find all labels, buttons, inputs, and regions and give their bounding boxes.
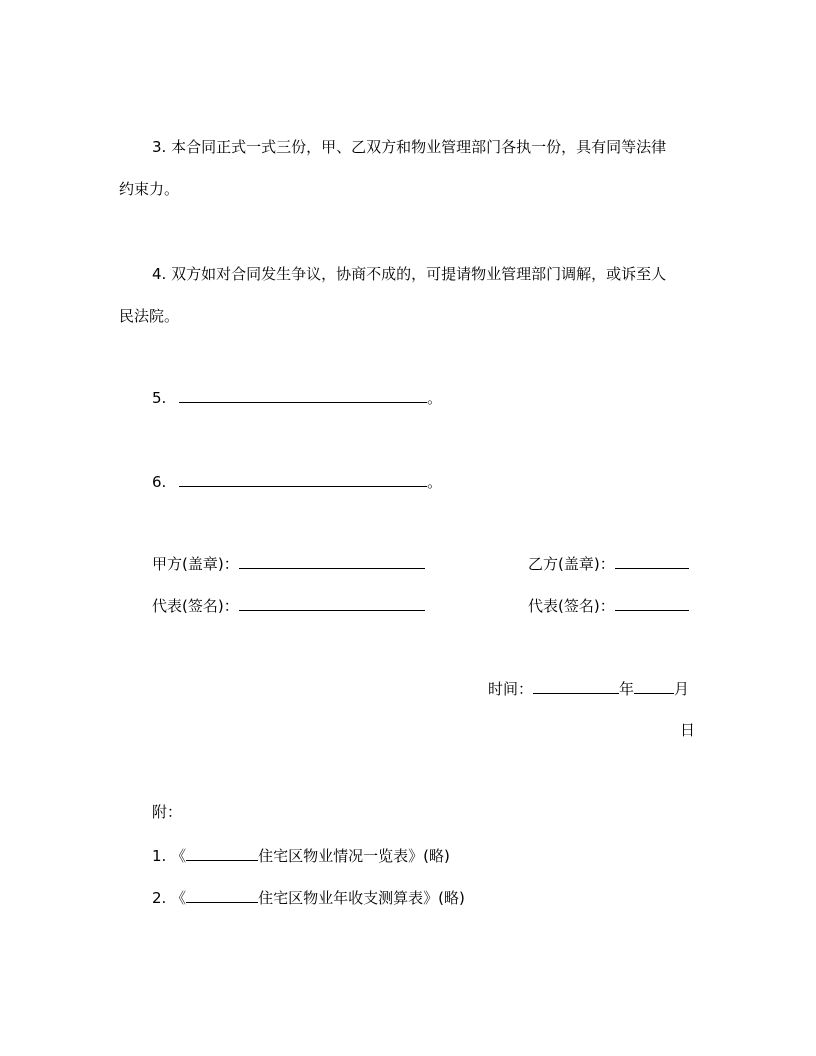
clause-4-line-2: 民法院。 xyxy=(119,307,180,325)
clause-3-line-2: 约束力。 xyxy=(119,180,180,198)
date-label: 时间： xyxy=(488,680,534,698)
party-b-seal-row xyxy=(528,553,689,574)
party-b-rep-row xyxy=(528,595,689,616)
party-b-seal-label: 乙方(盖章)： xyxy=(528,555,615,573)
clause-6-end: 。 xyxy=(427,473,443,491)
clause-6-blank[interactable] xyxy=(179,471,427,487)
party-a-rep-blank[interactable] xyxy=(239,595,425,611)
clause-6-number: 6. xyxy=(152,473,167,491)
party-a-seal-row xyxy=(152,553,425,574)
appendix-item-text: 住宅区物业年收支测算表》(略) xyxy=(258,889,465,907)
day-label: 日 xyxy=(680,721,696,739)
date-row xyxy=(488,678,689,699)
year-label: 年 xyxy=(619,680,635,698)
appendix-item xyxy=(152,887,465,908)
month-blank[interactable] xyxy=(634,678,674,694)
appendix-item-open-quote: 《 xyxy=(171,847,187,865)
clause-5-number: 5. xyxy=(152,389,167,407)
appendix-title: 附： xyxy=(152,803,183,821)
clause-5-blank[interactable] xyxy=(179,387,427,403)
clause-5-end: 。 xyxy=(427,389,443,407)
appendix-item-number: 2. xyxy=(152,889,167,907)
year-blank[interactable] xyxy=(533,678,619,694)
party-a-seal-label: 甲方(盖章)： xyxy=(152,555,239,573)
clause-5 xyxy=(152,387,442,408)
appendix-item-blank[interactable] xyxy=(186,845,258,861)
clause-6 xyxy=(152,471,442,492)
appendix-item xyxy=(152,845,450,866)
party-b-seal-blank[interactable] xyxy=(615,553,689,569)
clause-4-line-1: 4. 双方如对合同发生争议，协商不成的，可提请物业管理部门调解，或诉至人 xyxy=(152,265,667,283)
month-label: 月 xyxy=(674,680,690,698)
party-a-rep-row xyxy=(152,595,425,616)
clause-3-line-1: 3. 本合同正式一式三份，甲、乙双方和物业管理部门各执一份，具有同等法律 xyxy=(152,138,667,156)
appendix-item-number: 1. xyxy=(152,847,167,865)
party-a-rep-label: 代表(签名)： xyxy=(152,597,239,615)
appendix-item-text: 住宅区物业情况一览表》(略) xyxy=(258,847,450,865)
party-b-rep-label: 代表(签名)： xyxy=(528,597,615,615)
party-b-rep-blank[interactable] xyxy=(615,595,689,611)
appendix-item-blank[interactable] xyxy=(186,887,258,903)
appendix-item-open-quote: 《 xyxy=(171,889,187,907)
party-a-seal-blank[interactable] xyxy=(239,553,425,569)
